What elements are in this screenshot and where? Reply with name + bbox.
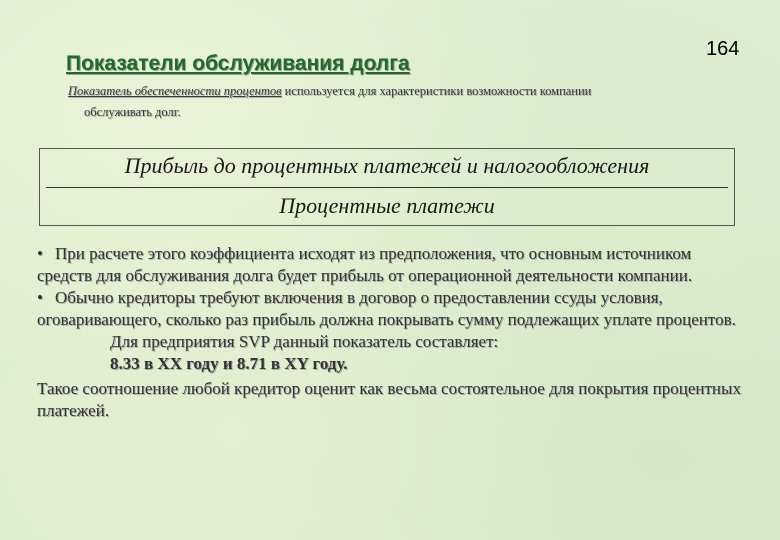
bullet-text: При расчете этого коэффициента исходят из предположения, что основным источником средств для обслуживания долга будет прибыль от операционной деятельности компании. (37, 244, 693, 285)
svp-line: Для предприятия SVP данный показатель составляет: (110, 332, 499, 351)
conclusion-paragraph: Такое соотношение любой кредитор оценит как весьма состоятельное для покрытия процентных платежей. (37, 379, 741, 420)
intro-term: Показатель обеспеченности процентов (68, 84, 282, 98)
bullet-marker: • (37, 288, 43, 307)
bullet-text: Обычно кредиторы требуют включения в договор о предоставлении ссуды условия, оговаривающего, сколько раз прибыль должна покрывать сумму подлежащих уплате процентов. (37, 288, 736, 329)
body-text (37, 243, 747, 422)
formula-box (39, 148, 735, 226)
fraction-line (46, 187, 728, 188)
bullet-item (37, 287, 747, 331)
formula-numerator: Прибыль до процентных платежей и налогообложения (124, 153, 650, 178)
page-number: 164 (706, 38, 740, 60)
formula-denominator: Процентные платежи (279, 193, 495, 218)
bullet-marker: • (37, 244, 43, 263)
intro-text-line1: используется для характеристики возможности компании (281, 84, 592, 98)
bullet-item (37, 243, 747, 287)
values-line: 8.33 в XX году и 8.71 в XY году. (110, 354, 348, 373)
intro-text-line2: обслуживать долг. (84, 105, 181, 119)
intro-paragraph (68, 81, 728, 123)
slide-title: Показатели обслуживания долга (66, 52, 410, 75)
